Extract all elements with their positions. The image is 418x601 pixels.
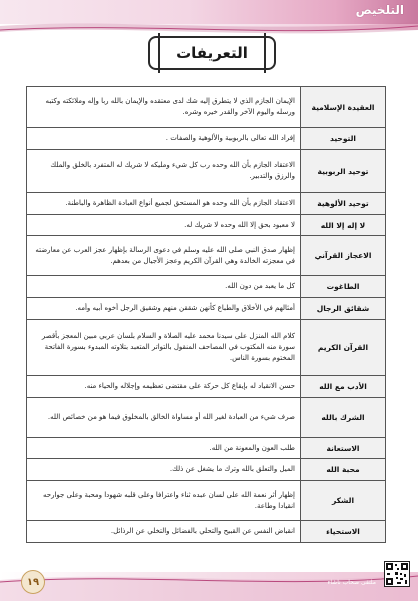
section-title: التلخيص: [355, 3, 404, 17]
term-cell: العقيدة الإسلامية: [301, 87, 386, 128]
term-cell: الأدب مع الله: [301, 376, 386, 398]
table-row: [27, 438, 386, 459]
definition-cell: أمثالهم في الأخلاق والطباع كأنهن شققن منهم وشقيق الرجل أخوه أبيه وأمه.: [27, 298, 301, 320]
definition-cell: الإيمان الجازم الذي لا يتطرق إليه شك لدى معتقده والإيمان بالله ربا وإله وملائكته وكتبه ورسله واليوم الآخر والقدر خيره وشره.: [27, 87, 301, 128]
definition-cell: طلب العون والمعونة من الله.: [27, 438, 301, 459]
definition-cell: لا معبود بحق إلا الله وحده لا شريك له.: [27, 215, 301, 236]
term-cell: القرآن الكريم: [301, 320, 386, 376]
definition-cell: كلام الله المنزل على سيدنا محمد عليه الصلاة و السلام بلسان عربي مبين المعجز بأقصر سورة منه المكتوب في المصاحف المنقول بالتواتر المتعبد بتلاوته المبدوء بسورة الفاتحة المختوم بسورة الناس.: [27, 320, 301, 376]
definition-cell: إفراد الله تعالى بالربوبية والألوهية والصفات .: [27, 128, 301, 150]
table-row: [27, 459, 386, 481]
table-row: [27, 298, 386, 320]
definition-cell: الاعتقاد الجازم بأن الله وحده رب كل شيء ومليكه لا شريك له المتفرد بالخلق والملك والرزق والتدبير.: [27, 150, 301, 193]
page-title: التعريفات: [176, 44, 248, 62]
table-row: [27, 193, 386, 215]
term-cell: توحيد الربوبية: [301, 150, 386, 193]
definition-cell: كل ما يعبد من دون الله.: [27, 276, 301, 298]
definition-cell: صرف شيء من العبادة لغير الله أو مساواة الخالق بالمخلوق فيما هو من خصائص الله.: [27, 398, 301, 438]
term-cell: لا إله إلا الله: [301, 215, 386, 236]
page-number-badge: ١٩: [21, 570, 45, 594]
table-row: [27, 521, 386, 543]
table-row: [27, 398, 386, 438]
term-cell: توحيد الألوهية: [301, 193, 386, 215]
qr-code-icon: [384, 561, 410, 587]
term-cell: شقائق الرجال: [301, 298, 386, 320]
table-row: [27, 87, 386, 128]
definition-cell: انقباض النفس عن القبيح والتحلي بالفضائل والتخلي عن الرذائل.: [27, 521, 301, 543]
table-row: [27, 320, 386, 376]
definition-cell: الميل والتعلق بالله وترك ما يشغل عن ذلك.: [27, 459, 301, 481]
title-box: [148, 36, 276, 70]
term-cell: الاستحياء: [301, 521, 386, 543]
term-cell: الطاغوت: [301, 276, 386, 298]
definition-cell: إظهار أثر نعمة الله على لسان عبده ثناء واعترافا وعلى قلبه شهودا ومحبة وعلى جوارحه انقيادا وطاعة.: [27, 481, 301, 521]
definitions-table: [26, 86, 386, 543]
table-row: [27, 128, 386, 150]
definition-cell: الاعتقاد الجازم بأن الله وحده هو المستحق لجميع أنواع العبادة الظاهرة والباطنة.: [27, 193, 301, 215]
table-row: [27, 150, 386, 193]
term-cell: الشرك بالله: [301, 398, 386, 438]
term-cell: الاعجاز القرآني: [301, 236, 386, 276]
table-row: [27, 276, 386, 298]
title-box-line-right: [264, 33, 266, 73]
table-row: [27, 376, 386, 398]
term-cell: التوحيد: [301, 128, 386, 150]
definition-cell: إظهار صدق النبي صلى الله عليه وسلم في دعوى الرسالة بإظهار عجز العرب عن معارضته في معجزته الخالدة وهي القرآن الكريم وعجز الأجيال من بعدهم.: [27, 236, 301, 276]
term-cell: الشكر: [301, 481, 386, 521]
term-cell: محبة الله: [301, 459, 386, 481]
footer-text: ملتقى صحاب ناشاء: [327, 579, 376, 586]
definition-cell: حسن الانقياد له بإيقاع كل حركة على مقتضى تعظيمه وإجلاله والحياء منه.: [27, 376, 301, 398]
table-row: [27, 236, 386, 276]
term-cell: الاستعانة: [301, 438, 386, 459]
table-row: [27, 215, 386, 236]
title-box-line-left: [158, 33, 160, 73]
table-row: [27, 481, 386, 521]
